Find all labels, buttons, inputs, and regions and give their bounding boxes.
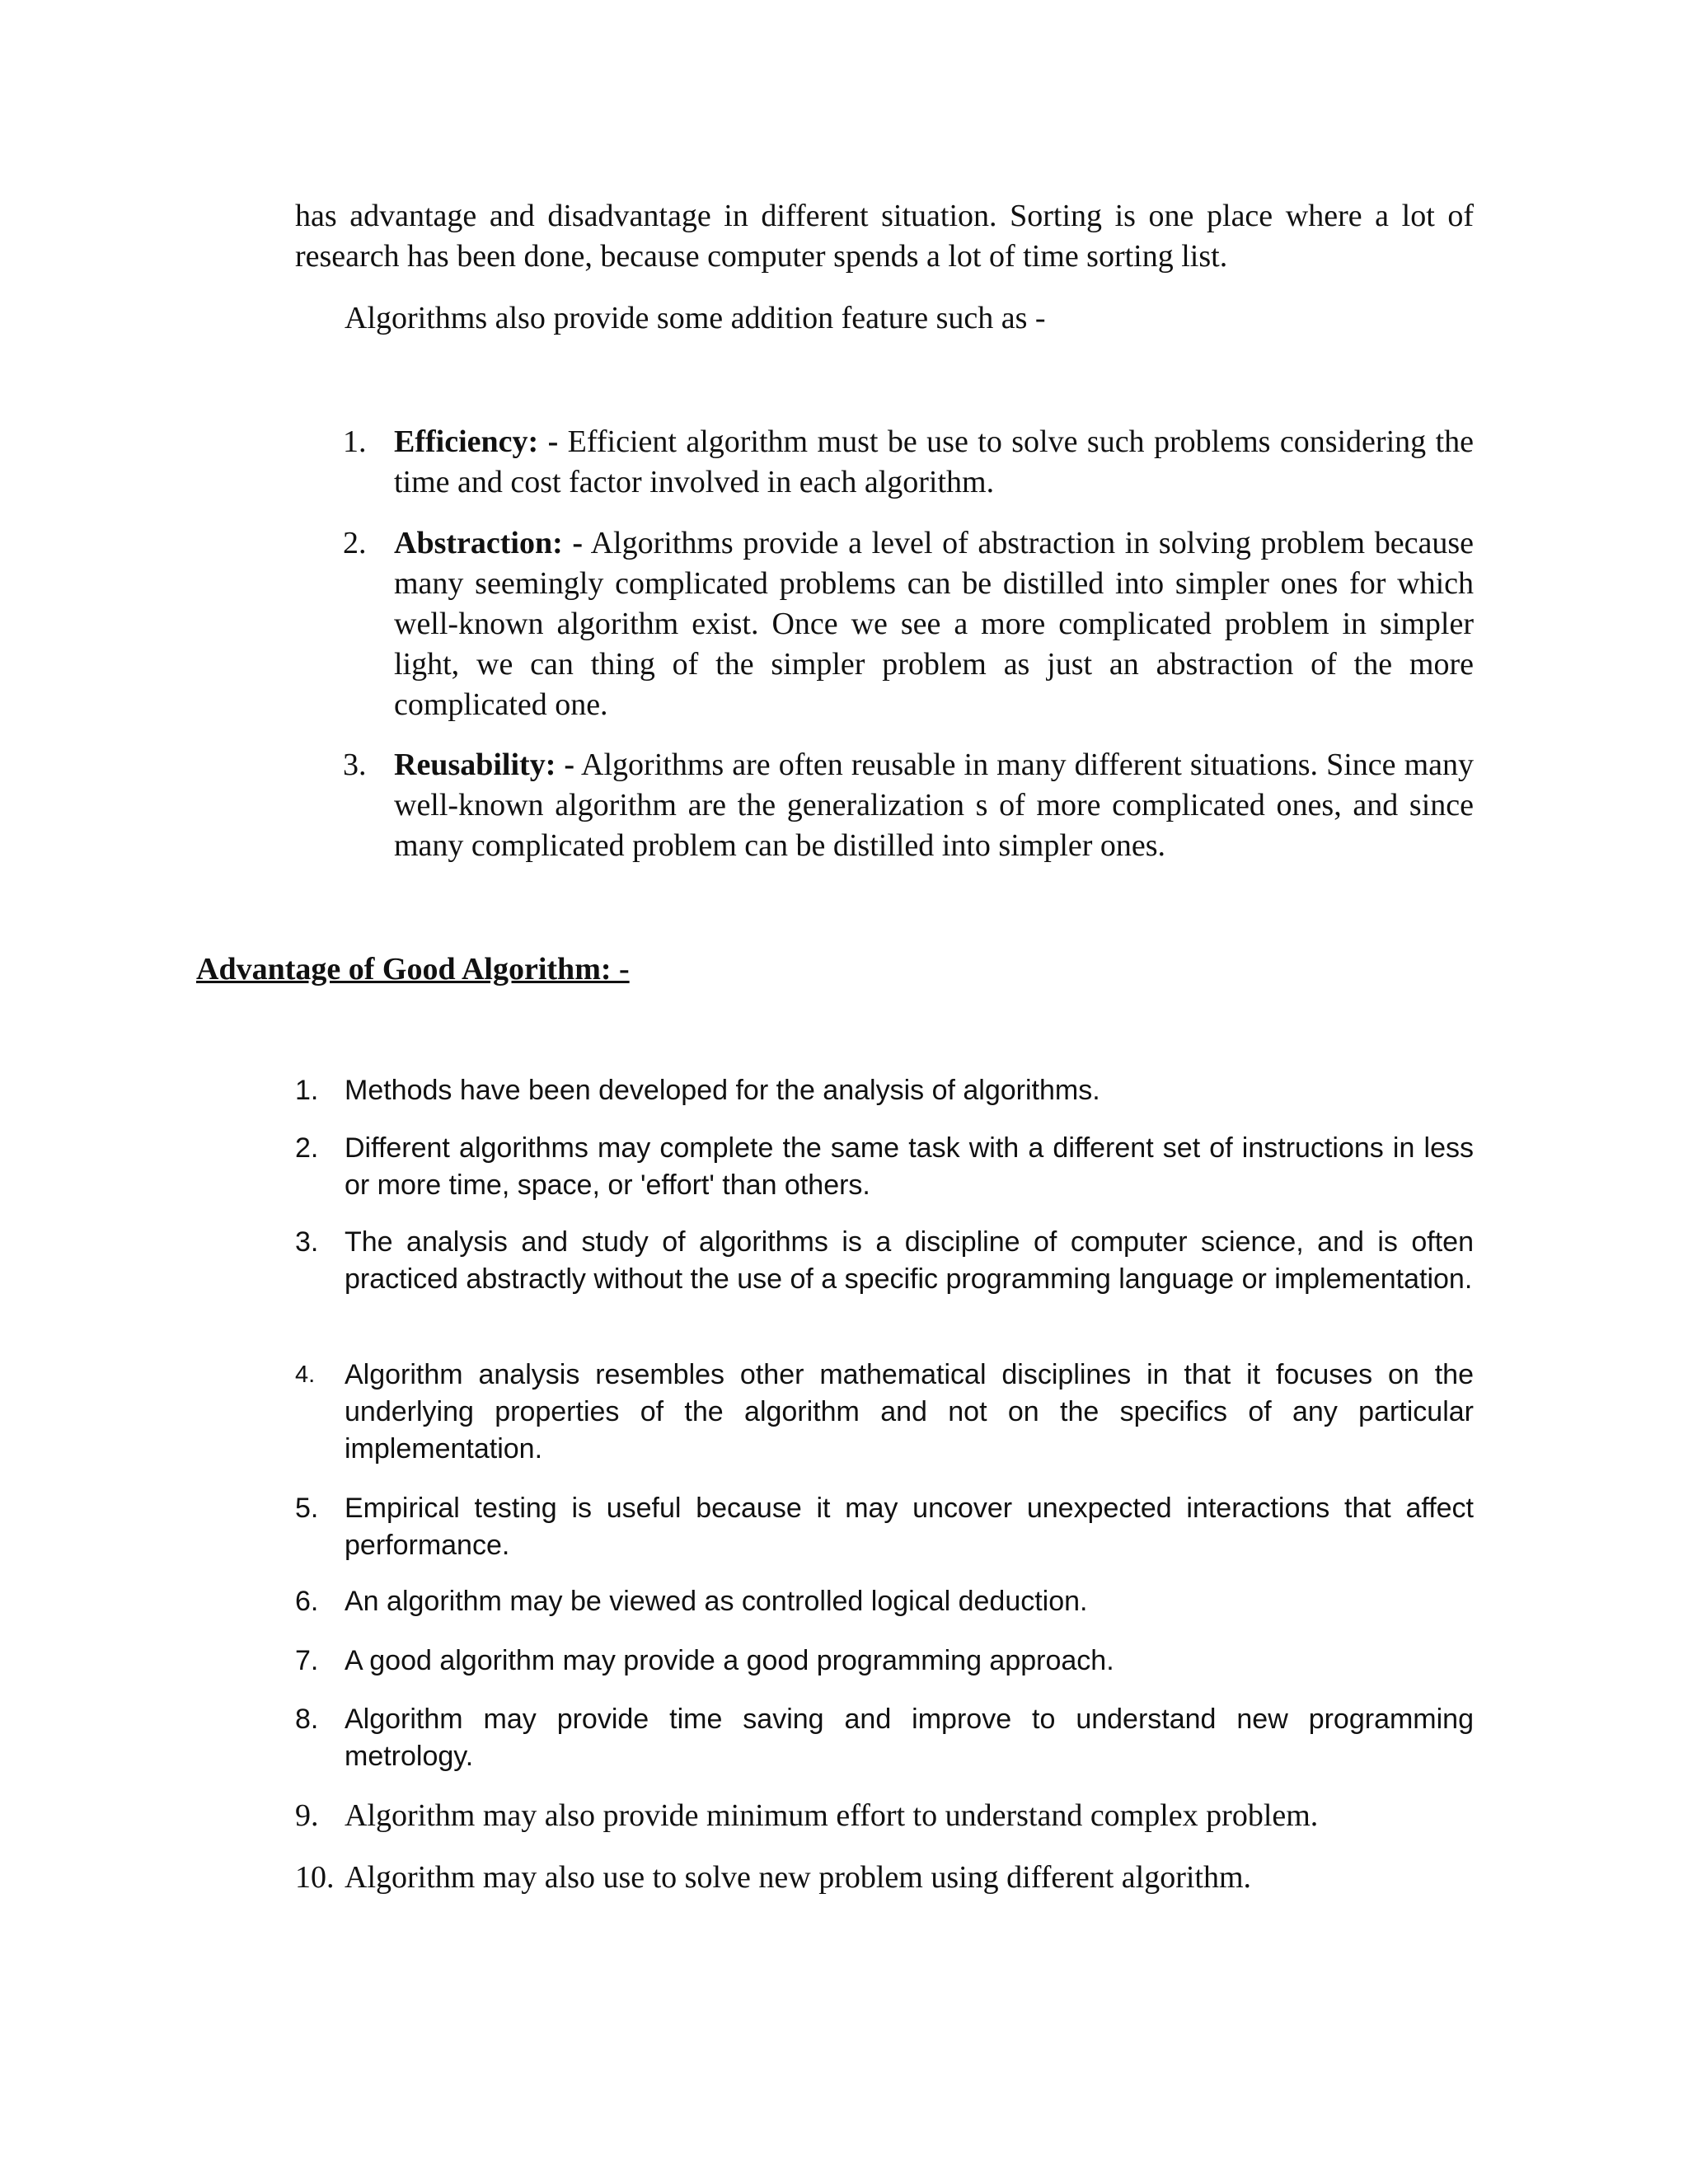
list-number: 5. xyxy=(295,1493,319,1524)
list-item-text: Algorithm may provide time saving and improve to understand new programming metrology. xyxy=(345,1704,1474,1772)
list-number: 1. xyxy=(295,1075,319,1106)
list-item xyxy=(295,1858,1474,1898)
list-number: 1. xyxy=(343,424,367,459)
list-item xyxy=(295,1583,1474,1620)
list-item-text: A good algorithm may provide a good programming approach. xyxy=(345,1645,1114,1676)
list-item xyxy=(295,1130,1474,1204)
list-number: 8. xyxy=(295,1704,319,1735)
list-number: 4. xyxy=(295,1361,316,1388)
list-number: 9. xyxy=(295,1798,319,1833)
list-item-text: Different algorithms may complete the same task with a different set of instructions in less or more time, space, or 'effort' than others. xyxy=(345,1132,1474,1201)
feature-term: Reusability: - xyxy=(394,748,575,782)
list-item xyxy=(295,1072,1474,1109)
list-number: 7. xyxy=(295,1645,319,1676)
intro-paragraph: has advantage and disadvantage in different situation. Sorting is one place where a lot of research has been done, because computer spends a lot of time sorting list. xyxy=(295,199,1474,274)
feature-text: Algorithms are often reusable in many different situations. Since many well-known algorithm are the generalization s of more complicated ones, and since many complicated problem can be distilled into simpler ones. xyxy=(394,748,1474,863)
list-item-text: Algorithm may also use to solve new problem using different algorithm. xyxy=(345,1860,1252,1895)
list-item-text: Methods have been developed for the analysis of algorithms. xyxy=(345,1075,1100,1106)
feature-item-reusability xyxy=(343,745,1474,866)
list-item xyxy=(295,1643,1474,1680)
feature-body xyxy=(394,422,1474,503)
features-lead: Algorithms also provide some addition feature such as - xyxy=(345,301,1046,335)
list-number: 6. xyxy=(295,1586,319,1617)
list-number: 3. xyxy=(343,748,367,782)
list-item xyxy=(295,1796,1474,1836)
list-item xyxy=(295,1701,1474,1775)
list-number: 2. xyxy=(343,526,367,560)
section-heading: Advantage of Good Algorithm: - xyxy=(196,952,630,987)
list-item xyxy=(295,1224,1474,1298)
feature-body xyxy=(394,745,1474,866)
feature-item-abstraction xyxy=(343,523,1474,725)
list-number: 2. xyxy=(295,1132,319,1164)
feature-body xyxy=(394,523,1474,725)
list-number: 3. xyxy=(295,1226,319,1258)
list-item-text: An algorithm may be viewed as controlled logical deduction. xyxy=(345,1586,1088,1617)
list-number: 10. xyxy=(295,1860,335,1895)
list-item-text: Empirical testing is useful because it may uncover unexpected interactions that affect performance. xyxy=(345,1493,1474,1561)
feature-text: Algorithms provide a level of abstraction in solving problem because many seemingly complicated problems can be distilled into simpler ones for which well-known algorithm exist. Once we see a more complicated problem in simpler light, we can thing of the simpler problem as just an abstraction of the more complicated one. xyxy=(394,526,1475,722)
list-item xyxy=(295,1357,1474,1468)
list-item-text: Algorithm may also provide minimum effort to understand complex problem. xyxy=(345,1798,1319,1833)
feature-item-efficiency xyxy=(343,422,1474,503)
feature-text: Efficient algorithm must be use to solve such problems considering the time and cost factor involved in each algorithm. xyxy=(394,424,1474,499)
list-item-text: Algorithm analysis resembles other mathematical disciplines in that it focuses on the underlying properties of the algorithm and not on the specifics of any particular implementation. xyxy=(345,1359,1474,1465)
feature-term: Efficiency: - xyxy=(394,424,559,459)
feature-term: Abstraction: - xyxy=(394,526,584,560)
list-item xyxy=(295,1490,1474,1564)
list-item-text: The analysis and study of algorithms is a discipline of computer science, and is often practiced abstractly without the use of a specific programming language or implementation. xyxy=(345,1226,1474,1295)
